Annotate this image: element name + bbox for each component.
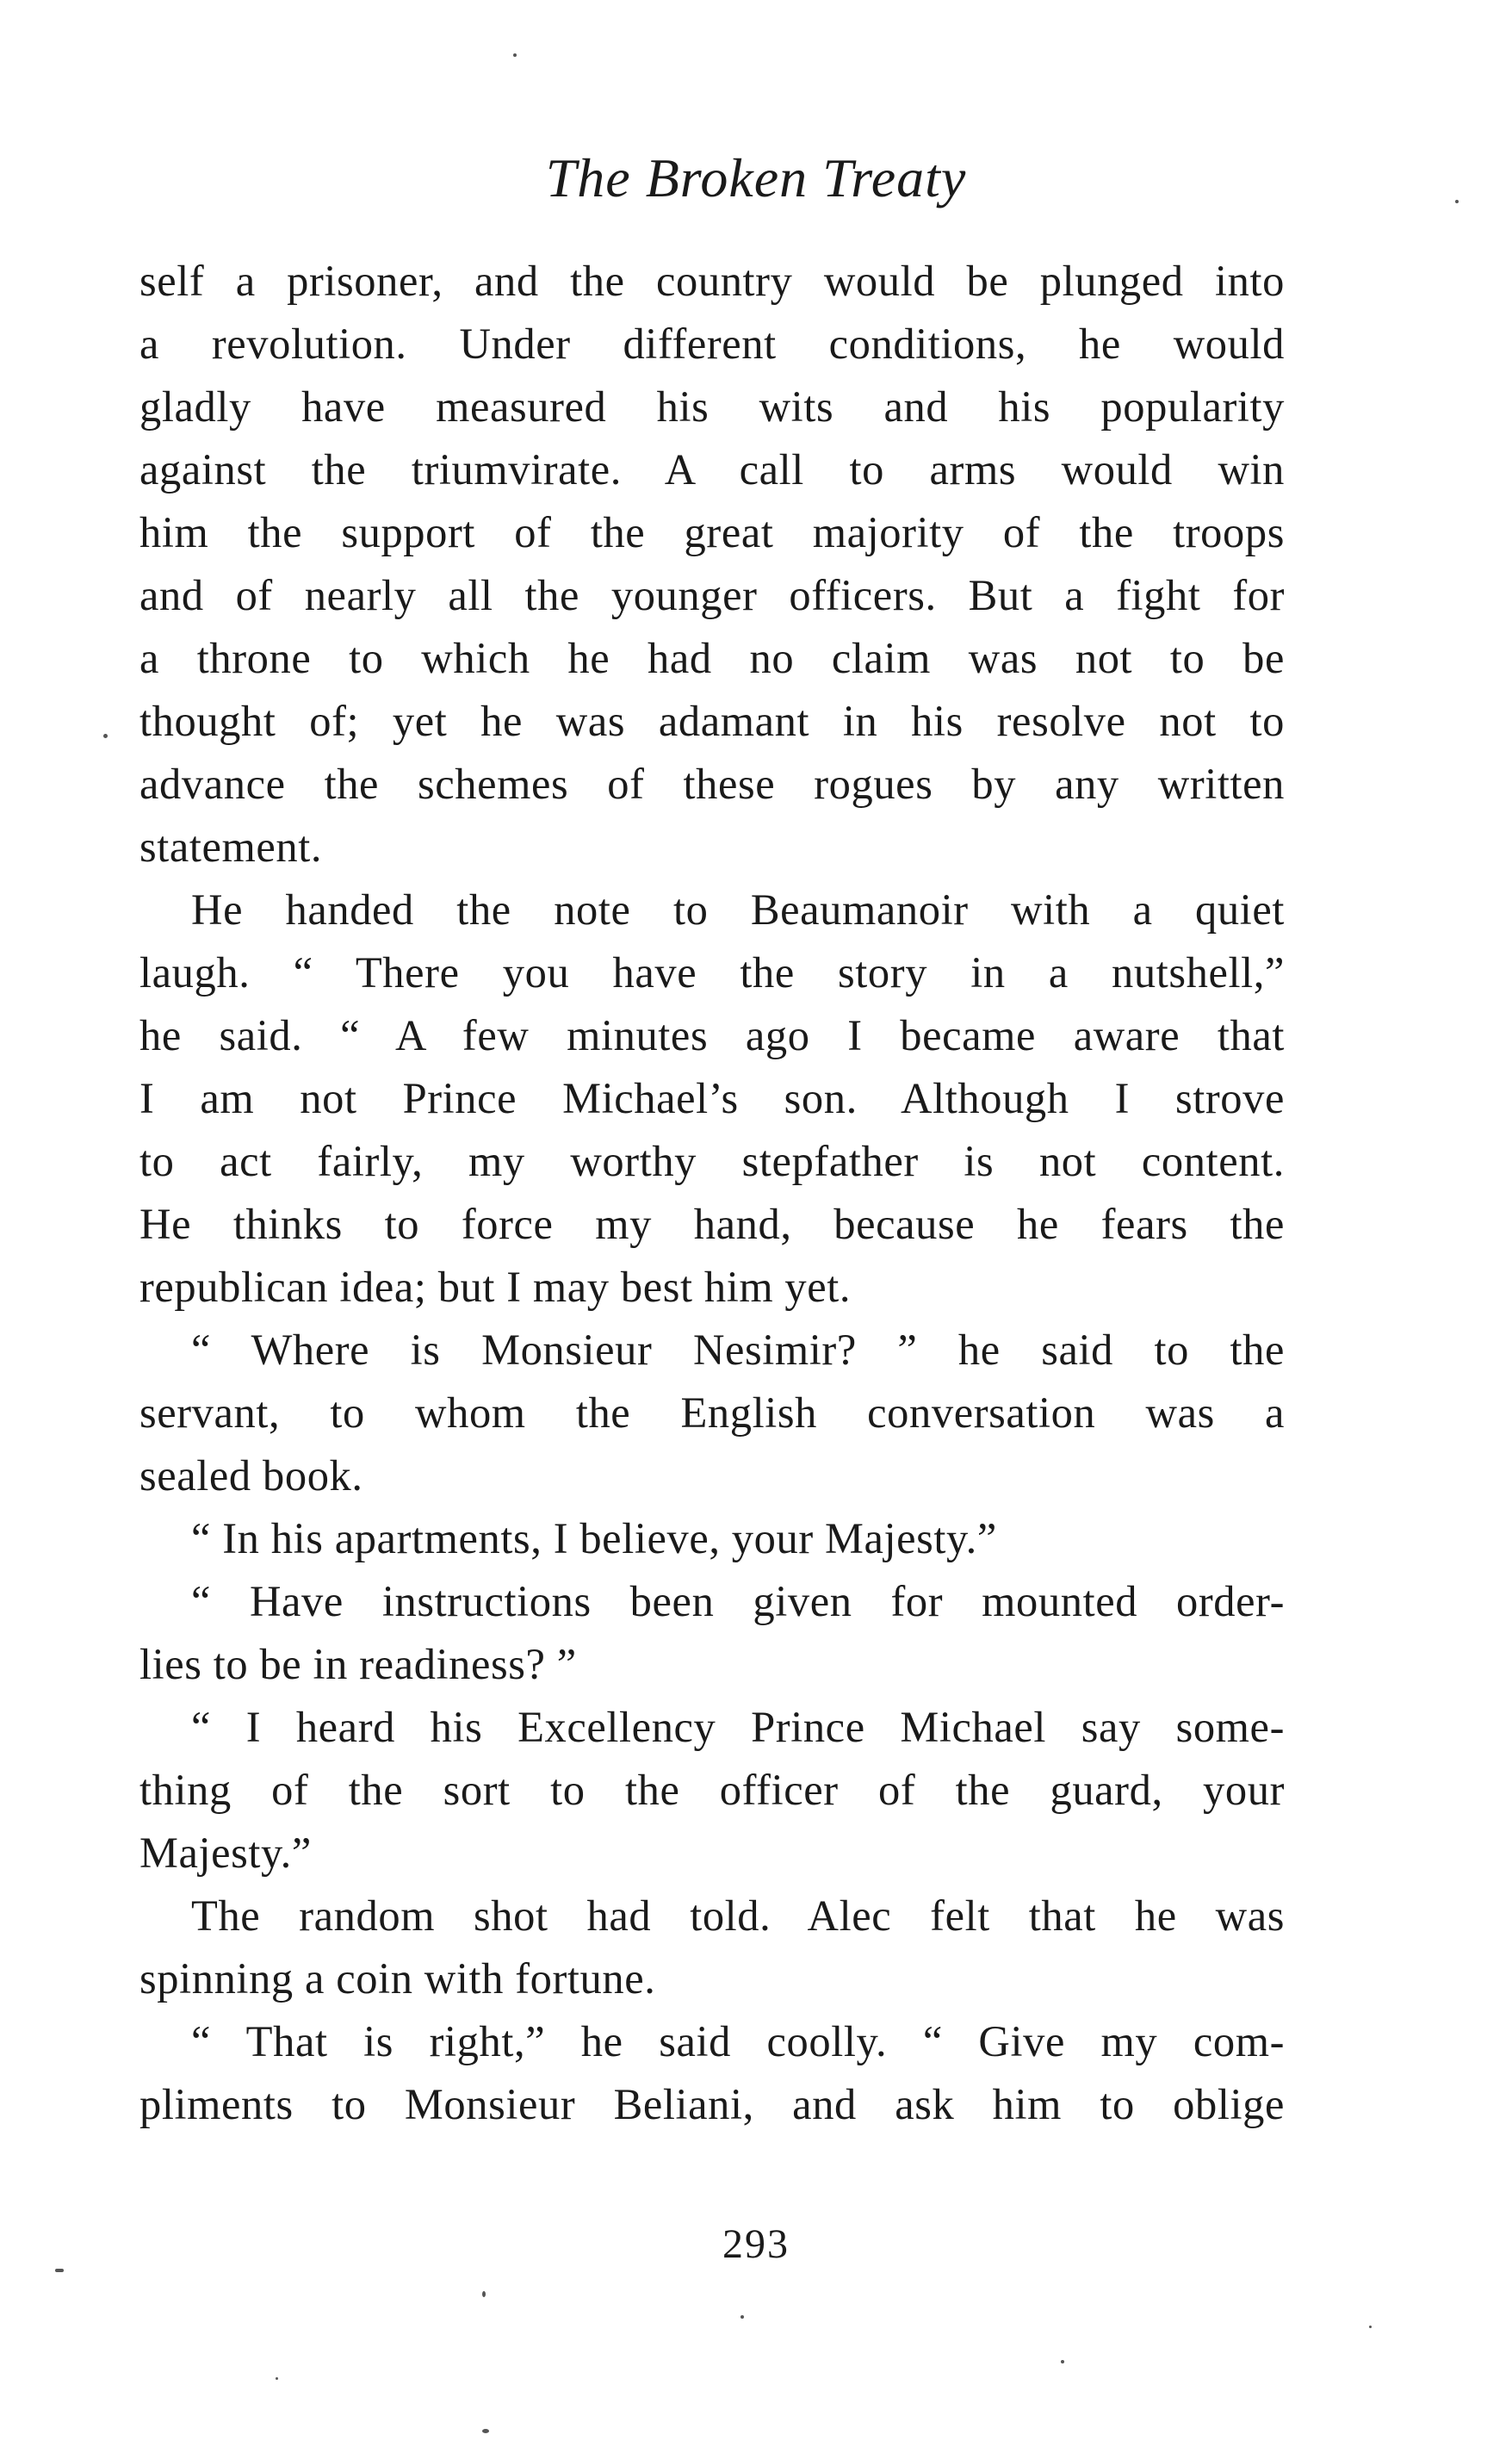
text-line: he said. “ A few minutes ago I became aware that [139,1011,1285,1059]
scan-speck [276,2377,278,2380]
text-line: thought of; yet he was adamant in his resolve not to [139,697,1285,745]
text-line: He thinks to force my hand, because he fears the [139,1200,1285,1248]
scan-speck [741,2315,744,2319]
text-line: sealed book. [139,1451,363,1500]
text-line: and of nearly all the younger officers. But a fight for [139,571,1285,619]
text-line: pliments to Monsieur Beliani, and ask him to oblige [139,2080,1285,2128]
text-line: to act fairly, my worthy stepfather is not content. [139,1137,1285,1185]
text-line: against the triumvirate. A call to arms would win [139,445,1285,494]
scan-speck [513,53,517,57]
text-line: “ Have instructions been given for mounted order- [191,1577,1285,1625]
text-line: self a prisoner, and the country would be plunged into [139,257,1285,305]
text-line: The random shot had told. Alec felt that he was [191,1891,1285,1940]
scan-speck [103,734,108,738]
text-line: a revolution. Under different conditions, he would [139,320,1285,368]
text-line: Majesty.” [139,1829,312,1877]
text-line: advance the schemes of these rogues by any written [139,760,1285,808]
scan-speck [55,2269,64,2272]
scan-speck [1369,2326,1372,2328]
text-line: “ That is right,” he said coolly. “ Give my com- [191,2017,1285,2065]
text-line: servant, to whom the English conversation was a [139,1388,1285,1437]
text-line: lies to be in readiness? ” [139,1640,577,1688]
text-line: thing of the sort to the officer of the guard, your [139,1766,1285,1814]
text-line: him the support of the great majority of the troops [139,508,1285,556]
text-line: a throne to which he had no claim was not to be [139,634,1285,682]
text-line: “ In his apartments, I believe, your Majesty.” [191,1514,997,1562]
text-line: I am not Prince Michael’s son. Although I strove [139,1074,1285,1122]
text-line: spinning a coin with fortune. [139,1954,656,2003]
text-line: statement. [139,823,323,871]
text-line: “ Where is Monsieur Nesimir? ” he said to the [191,1326,1285,1374]
scan-speck [482,2429,489,2433]
text-line: He handed the note to Beaumanoir with a quiet [191,885,1285,934]
page-number: 293 [722,2221,790,2267]
body-text [139,250,1285,2136]
text-line: “ I heard his Excellency Prince Michael say some- [191,1703,1285,1751]
text-line: laugh. “ There you have the story in a nutshell,” [139,948,1285,997]
running-header-title: The Broken Treaty [545,147,967,208]
scan-speck [482,2291,486,2297]
scan-speck [1061,2360,1064,2363]
scan-speck [1455,200,1459,203]
text-line: republican idea; but I may best him yet. [139,1263,852,1311]
text-line: gladly have measured his wits and his popularity [139,382,1285,431]
